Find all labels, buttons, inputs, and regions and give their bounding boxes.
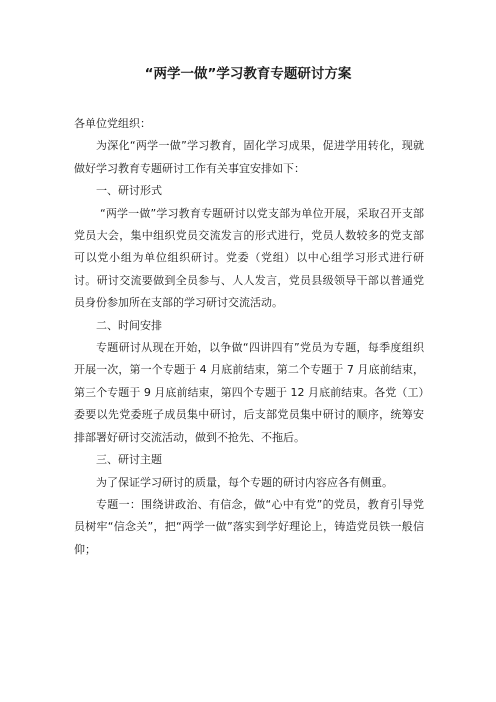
section-paragraph-schedule: 专题研讨从现在开始，以争做“四讲四有”党员为专题，每季度组织开展一次，第一个专题于 4 月底前结束，第二个专题于 7 月底前结束，第三个专题于 9 月底前结束，第四个专题于 12 月底前结束。各党（工）委要以先党委班子成员集中研讨，后支部党员集中研讨的顺序，统筹安排部署好研讨交流活动，做到不抢先、不拖后。 <box>74 341 424 444</box>
section-paragraph-theme-intro: 为了保证学习研讨的质量，每个专题的研讨内容应各有侧重。 <box>96 475 393 489</box>
document-title: “两学一做”学习教育专题研讨方案 <box>144 66 352 82</box>
salutation: 各单位党组织： <box>74 117 151 130</box>
section-paragraph-form: “两学一做”学习教育专题研讨以党支部为单位开展，采取召开支部党员大会，集中组织党员交流发言的形式进行，党员人数较多的党支部可以党小组为单位组织研讨。党委（党组）以中心组学习形式进行研讨。研讨交流要做到全员参与、人人发言，党员县级领导干部以普通党员身份参加所在支部的学习研讨交流活动。 <box>74 206 424 310</box>
section-heading-theme: 三、研讨主题 <box>96 453 162 467</box>
document-body <box>74 113 424 561</box>
intro-paragraph: 为深化“两学一做”学习教育，固化学习成果，促进学用转化，现就做好学习教育专题研讨工作有关事宜安排如下： <box>74 139 424 175</box>
section-heading-form: 一、研讨形式 <box>96 184 162 198</box>
section-heading-schedule: 二、时间安排 <box>96 318 162 332</box>
section-paragraph-topic-one: 专题一：围绕讲政治、有信念，做“心中有党”的党员，教育引导党员树牢“信念关”，把“两学一做”落实到学好理论上，铸造党员铁一般信仰； <box>74 497 424 556</box>
